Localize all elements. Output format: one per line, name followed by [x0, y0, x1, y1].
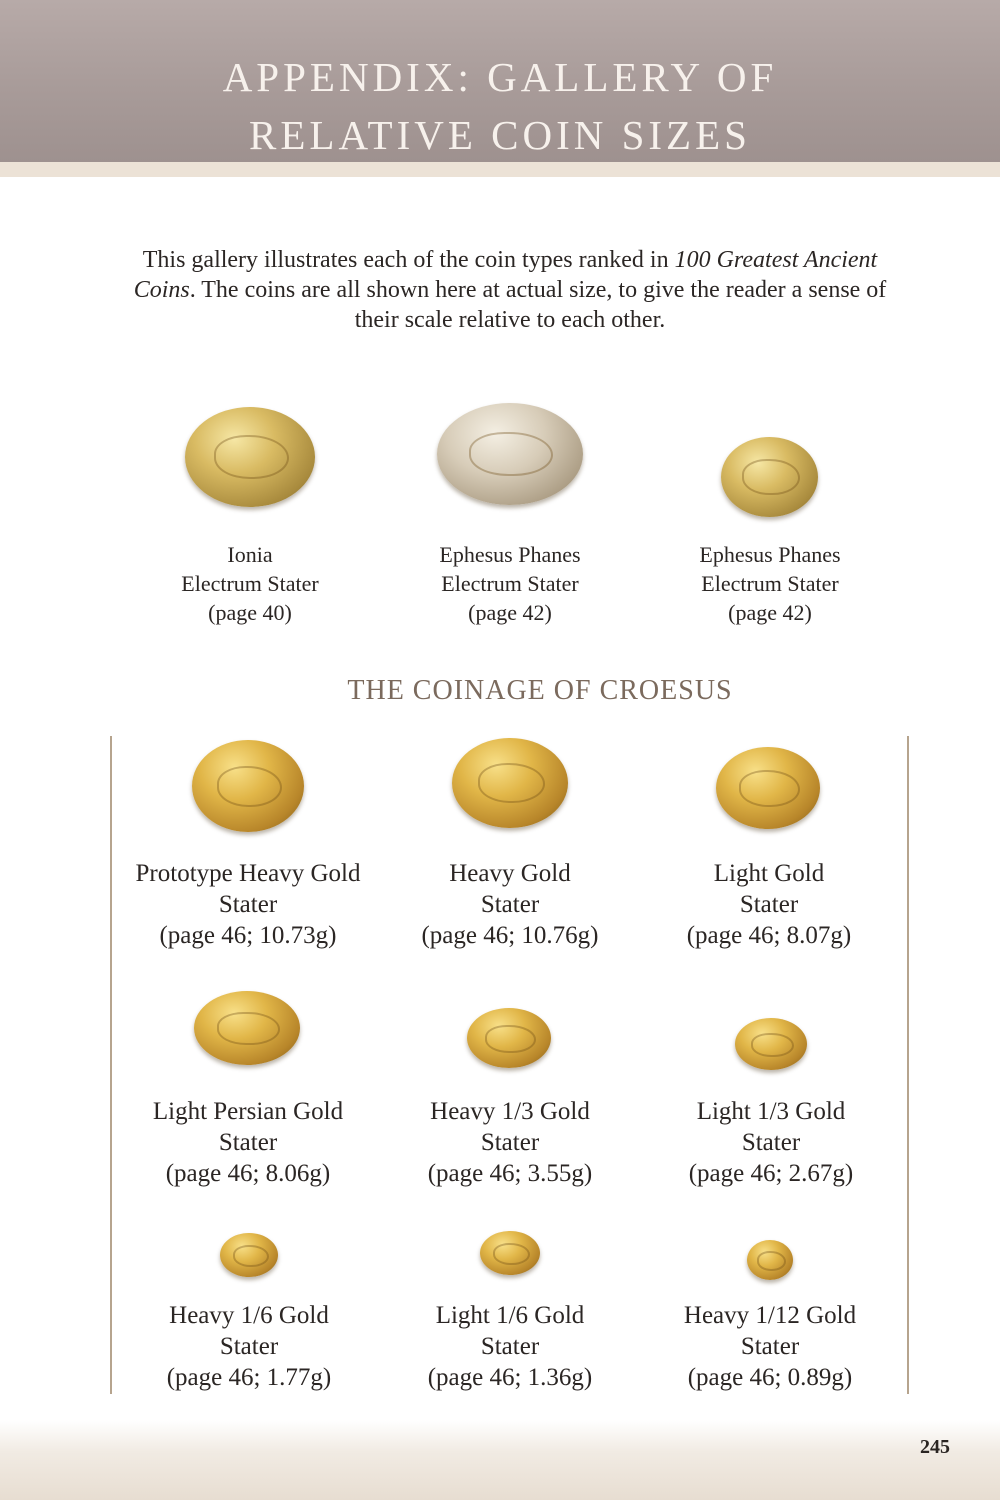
caption-line: (page 46; 2.67g) [688, 1160, 854, 1187]
caption-line: Stater [741, 1129, 801, 1156]
caption-line: Electrum Stater [181, 571, 319, 596]
caption-croesus-4 [108, 1096, 388, 1189]
caption-top-3 [640, 540, 900, 627]
caption-croesus-3 [629, 858, 909, 951]
caption-line: (page 46; 1.36g) [427, 1364, 593, 1391]
book-title: 100 Greatest Ancient Coins [133, 247, 878, 303]
caption-croesus-6 [631, 1096, 911, 1189]
coin-ionia-electrum-stater-image [185, 407, 315, 507]
caption-line: (page 46; 8.07g) [686, 922, 852, 949]
caption-line: Electrum Stater [701, 571, 839, 596]
coin-ephesus-phanes-stater-large-image [437, 403, 583, 505]
intro-text-after: . The coins are all shown here at actual size, to give the reader a sense of their scale relative to each other. [189, 277, 887, 333]
caption-line: (page 46; 10.76g) [421, 922, 599, 949]
caption-line: Stater [218, 1129, 278, 1156]
caption-top-1 [120, 540, 380, 627]
coin-light-sixth-gold-stater-image [480, 1231, 540, 1275]
footer-band [0, 1420, 1000, 1500]
caption-line: (page 46; 1.77g) [166, 1364, 332, 1391]
coin-ephesus-phanes-stater-small-image [721, 437, 818, 517]
caption-croesus-9 [630, 1300, 910, 1393]
page-number: 245 [920, 1436, 950, 1458]
page-title-line-2: RELATIVE COIN SIZES [249, 112, 751, 158]
coin-light-third-gold-stater-image [735, 1018, 807, 1070]
caption-line: Heavy 1/12 Gold [683, 1302, 857, 1329]
caption-line: Light Gold [713, 860, 825, 887]
caption-line: Heavy Gold [449, 860, 571, 887]
caption-line: Stater [739, 891, 799, 918]
caption-line: Electrum Stater [441, 571, 579, 596]
caption-croesus-5 [370, 1096, 650, 1189]
caption-croesus-7 [109, 1300, 389, 1393]
caption-line: (page 46; 3.55g) [427, 1160, 593, 1187]
coin-light-gold-stater-image [716, 747, 820, 829]
coin-prototype-heavy-gold-stater-image [192, 740, 304, 832]
section-left-rule [110, 736, 112, 1394]
caption-top-2 [380, 540, 640, 627]
caption-line: (page 46; 8.06g) [165, 1160, 331, 1187]
caption-line: Ephesus Phanes [699, 542, 841, 567]
caption-line: Stater [219, 1333, 279, 1360]
caption-line: Light 1/6 Gold [435, 1302, 585, 1329]
caption-croesus-8 [370, 1300, 650, 1393]
caption-line: (page 42) [468, 600, 552, 625]
coin-heavy-gold-stater-image [452, 738, 568, 828]
caption-line: Stater [218, 891, 278, 918]
caption-line: Light 1/3 Gold [696, 1098, 846, 1125]
caption-line: Stater [480, 1333, 540, 1360]
page-title-line-1: APPENDIX: GALLERY OF [222, 54, 778, 100]
caption-line: Stater [480, 891, 540, 918]
caption-line: (page 40) [208, 600, 292, 625]
page-title [0, 48, 1000, 162]
header-divider-strip [0, 162, 1000, 177]
caption-line: (page 46; 10.73g) [159, 922, 337, 949]
caption-croesus-2 [370, 858, 650, 951]
coin-light-persian-gold-stater-image [194, 991, 300, 1065]
caption-line: Ephesus Phanes [439, 542, 581, 567]
caption-line: Light Persian Gold [152, 1098, 344, 1125]
caption-line: Stater [740, 1333, 800, 1360]
caption-line: Stater [480, 1129, 540, 1156]
section-title: THE COINAGE OF CROESUS [347, 675, 733, 706]
intro-text-before: This gallery illustrates each of the coin types ranked in [142, 247, 675, 273]
caption-line: Heavy 1/6 Gold [169, 1302, 329, 1329]
caption-croesus-1 [108, 858, 388, 951]
coin-heavy-twelfth-gold-stater-image [747, 1240, 793, 1280]
header-banner [0, 0, 1000, 162]
caption-line: Prototype Heavy Gold [135, 860, 361, 887]
caption-line: Heavy 1/3 Gold [430, 1098, 590, 1125]
section-right-rule [907, 736, 909, 1394]
caption-line: Ionia [227, 542, 273, 567]
coin-heavy-third-gold-stater-image [467, 1008, 551, 1068]
intro-paragraph [130, 245, 890, 335]
caption-line: (page 46; 0.89g) [687, 1364, 853, 1391]
coin-heavy-sixth-gold-stater-image [220, 1233, 278, 1277]
caption-line: (page 42) [728, 600, 812, 625]
